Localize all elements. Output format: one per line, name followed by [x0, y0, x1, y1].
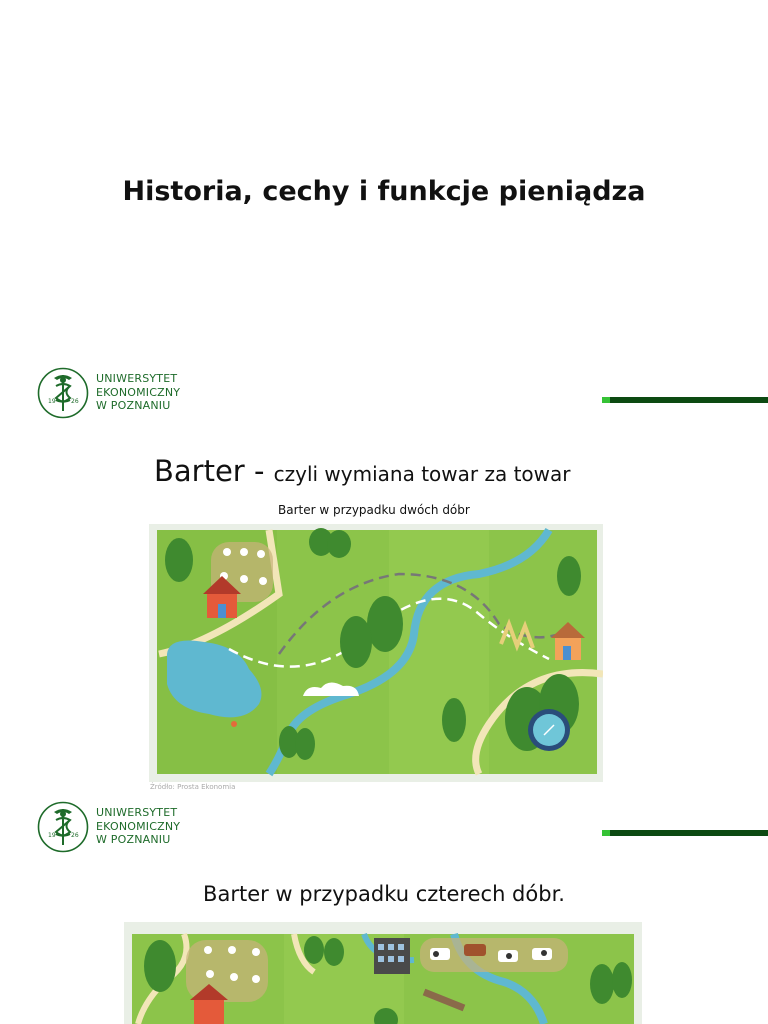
accent-bar-light — [602, 397, 610, 403]
barter-map-four-goods-illustration — [124, 922, 642, 1024]
logo-wordmark: UNIWERSYTET EKONOMICZNY W POZNANIU — [96, 806, 181, 846]
image-source-note: Źródło: Prosta Ekonomia — [150, 783, 236, 791]
accent-bar-dark — [610, 397, 768, 403]
university-logo — [36, 366, 186, 420]
logo-year-left: 19 — [48, 832, 56, 839]
caduceus-emblem-icon — [36, 366, 90, 420]
page-title: Historia, cechy i funkcje pieniądza — [122, 176, 646, 207]
slide1-caption: Barter w przypadku dwóch dóbr — [278, 503, 470, 517]
logo-wordmark: UNIWERSYTET EKONOMICZNY W POZNANIU — [96, 372, 181, 412]
logo-year-right: 26 — [71, 832, 79, 839]
caduceus-emblem-icon — [36, 800, 90, 854]
slide2-heading: Barter w przypadku czterech dóbr. — [203, 882, 565, 906]
logo-year-left: 19 — [48, 398, 56, 405]
slide1-heading: Barter - czyli wymiana towar za towar — [154, 454, 571, 488]
barter-map-illustration — [149, 524, 603, 782]
accent-bar-dark — [610, 830, 768, 836]
university-logo — [36, 800, 186, 854]
logo-year-right: 26 — [71, 398, 79, 405]
accent-bar-light — [602, 830, 610, 836]
